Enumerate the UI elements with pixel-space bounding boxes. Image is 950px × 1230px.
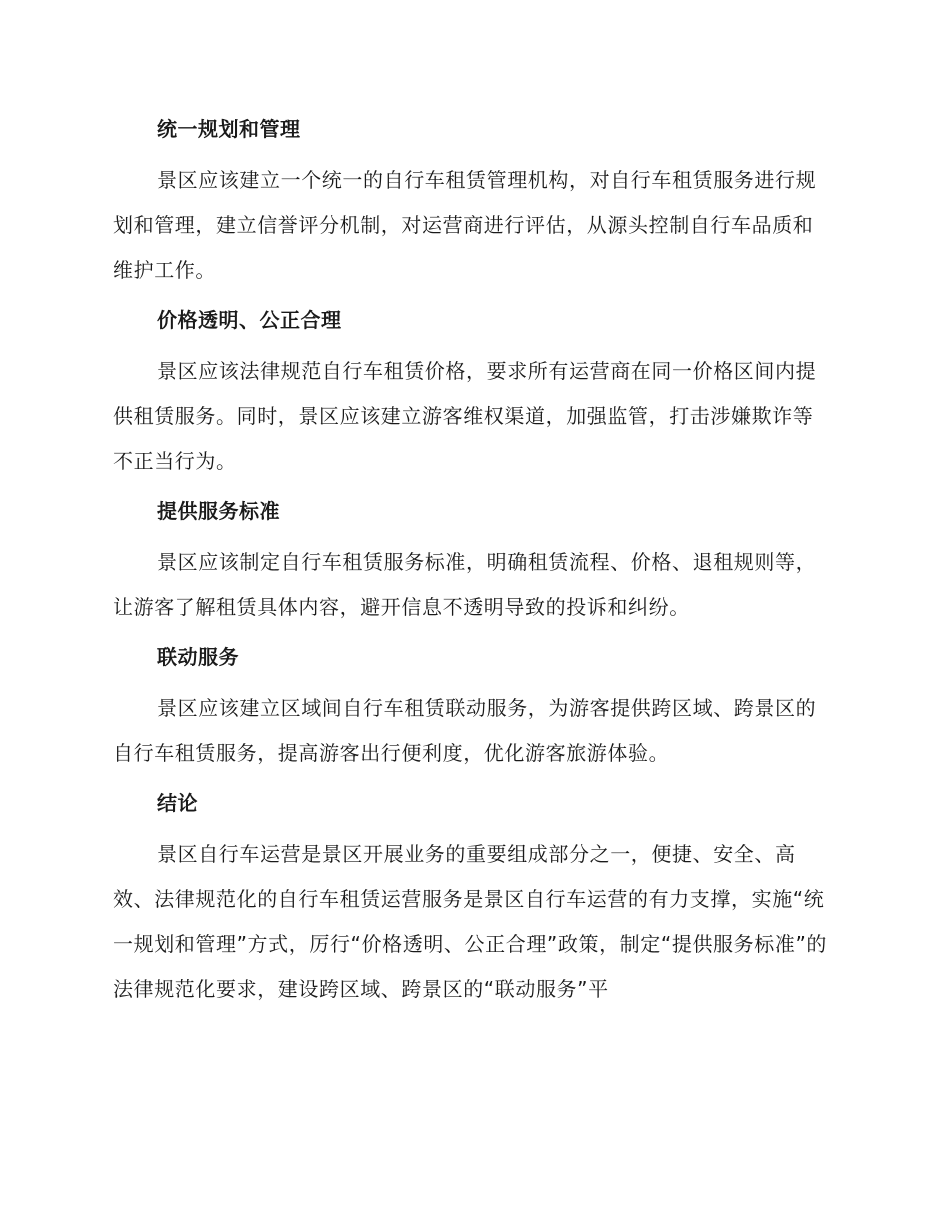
document-page xyxy=(113,114,833,1012)
section-body-linked-service: 景区应该建立区域间自行车租赁联动服务，为游客提供跨区域、跨景区的自行车租赁服务，提高游客出行便利度，优化游客旅游体验。 xyxy=(113,696,817,765)
section-body-unified-planning: 景区应该建立一个统一的自行车租赁管理机构，对自行车租赁服务进行规划和管理，建立信誉评分机制，对运营商进行评估，从源头控制自行车品质和维护工作。 xyxy=(113,168,817,282)
section-heading-conclusion: 结论 xyxy=(157,791,198,815)
section-body-price-transparency: 景区应该法律规范自行车租赁价格，要求所有运营商在同一价格区间内提供租赁服务。同时，景区应该建立游客维权渠道，加强监管，打击涉嫌欺诈等不正当行为。 xyxy=(113,359,817,473)
section-heading-price-transparency: 价格透明、公正合理 xyxy=(157,308,342,332)
section-heading-unified-planning: 统一规划和管理 xyxy=(157,117,301,141)
section-heading-service-standards: 提供服务标准 xyxy=(157,499,280,523)
section-heading-linked-service: 联动服务 xyxy=(157,645,239,669)
section-body-service-standards: 景区应该制定自行车租赁服务标准，明确租赁流程、价格、退租规则等，让游客了解租赁具体内容，避开信息不透明导致的投诉和纠纷。 xyxy=(113,550,817,619)
section-body-conclusion: 景区自行车运营是景区开展业务的重要组成部分之一，便捷、安全、高效、法律规范化的自行车租赁运营服务是景区自行车运营的有力支撑，实施“统一规划和管理”方式，厉行“价格透明、公正合理”政策，制定“提供服务标准”的法律规范化要求，建设跨区域、跨景区的“联动服务”平 xyxy=(113,842,828,1001)
